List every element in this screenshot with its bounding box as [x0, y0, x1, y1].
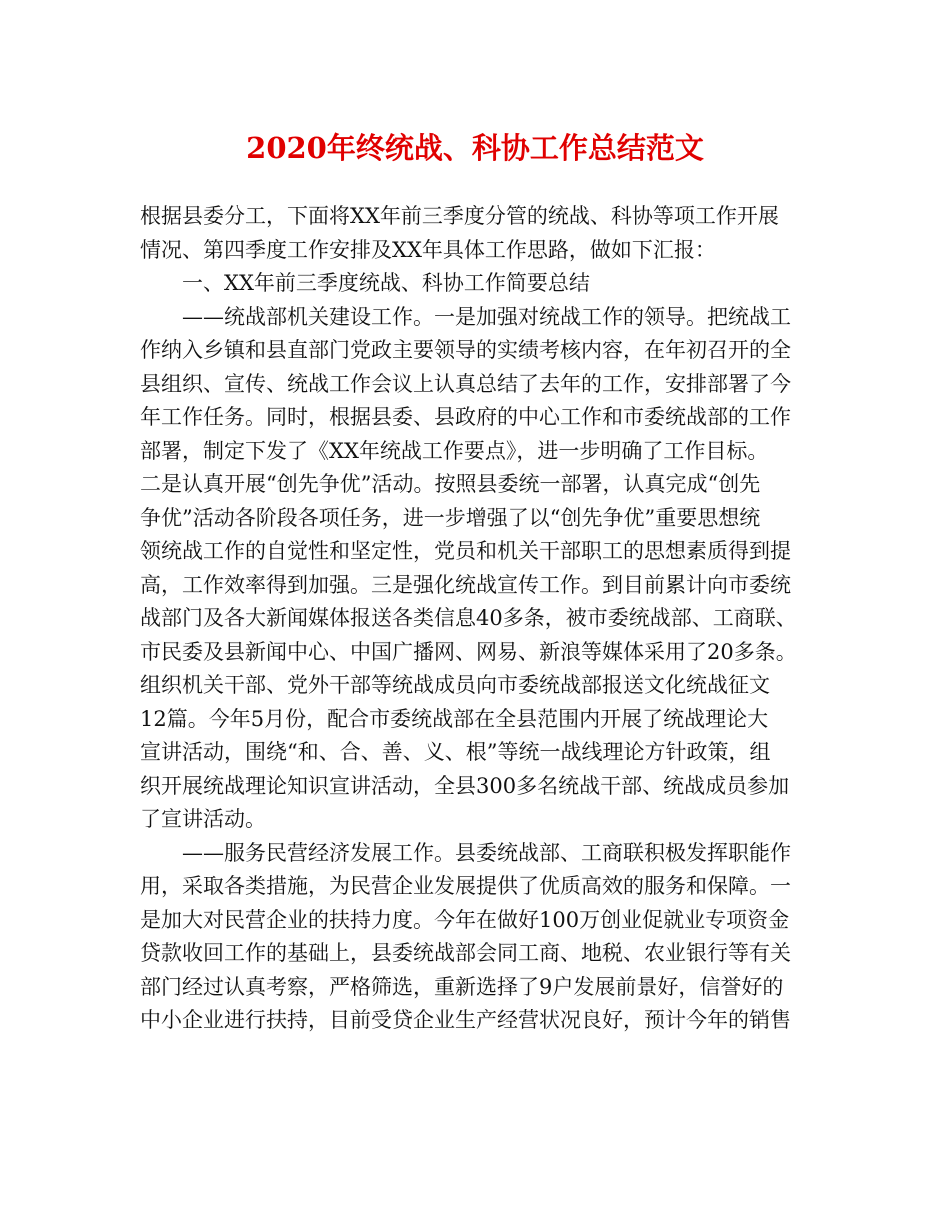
body-line: 宣讲活动，围绕“和、合、善、义、根”等统一战线理论方针政策，组: [140, 740, 771, 764]
body-line: 根据县委分工，下面将XX年前三季度分管的统战、科协等项工作开展: [140, 204, 779, 228]
body-line: 作纳入乡镇和县直部门党政主要领导的实绩考核内容，在年初召开的全: [140, 338, 791, 362]
body-line: 二是认真开展“创先争优”活动。按照县委统一部署，认真完成“创先: [140, 472, 761, 496]
body-line: 织开展统战理论知识宣讲活动，全县300多名统战干部、统战成员参加: [140, 773, 790, 798]
body-line: 县组织、宣传、统战工作会议上认真总结了去年的工作，安排部署了今: [140, 371, 791, 396]
body-line: 部署，制定下发了《XX年统战工作要点》，进一步明确了工作目标。: [140, 438, 769, 463]
body-line: 用，采取各类措施，为民营企业发展提供了优质高效的服务和保障。一: [140, 874, 791, 898]
body-line: 市民委及县新闻中心、中国广播网、网易、新浪等媒体采用了20多条。: [140, 639, 797, 664]
body-line: 战部门及各大新闻媒体报送各类信息40多条，被市委统战部、工商联、: [140, 606, 797, 630]
body-line: 情况、第四季度工作安排及XX年具体工作思路，做如下汇报：: [140, 237, 716, 262]
body-line: 12篇。今年5月份，配合市委统战部在全县范围内开展了统战理论大: [140, 706, 769, 731]
body-line: 领统战工作的自觉性和坚定性，党员和机关干部职工的思想素质得到提: [140, 539, 791, 563]
body-line: 年工作任务。同时，根据县委、县政府的中心工作和市委统战部的工作: [140, 405, 791, 429]
body-line: 贷款收回工作的基础上，县委统战部会同工商、地税、农业银行等有关: [140, 941, 791, 965]
body-line: 部门经过认真考察，严格筛选，重新选择了9户发展前景好，信誉好的: [140, 974, 784, 999]
body-line: 一、XX年前三季度统战、科协工作简要总结: [140, 271, 590, 295]
document-body: [140, 200, 820, 1038]
body-line: ——服务民营经济发展工作。县委统战部、工商联积极发挥职能作: [140, 840, 791, 865]
body-line: 中小企业进行扶持，目前受贷企业生产经营状况良好，预计今年的销售: [140, 1008, 791, 1032]
body-line: 组织机关干部、党外干部等统战成员向市委统战部报送文化统战征文: [140, 673, 770, 697]
body-line: 是加大对民营企业的扶持力度。今年在做好100万创业促就业专项资金: [140, 907, 790, 932]
body-line: 高，工作效率得到加强。三是强化统战宣传工作。到目前累计向市委统: [140, 572, 791, 597]
body-line: ——统战部机关建设工作。一是加强对统战工作的领导。把统战工: [140, 304, 791, 329]
document-title: 2020年终统战、科协工作总结范文: [246, 131, 704, 165]
body-line: 了宣讲活动。: [140, 807, 266, 831]
body-line: 争优”活动各阶段各项任务，进一步增强了以“创先争优”重要思想统: [140, 505, 761, 530]
